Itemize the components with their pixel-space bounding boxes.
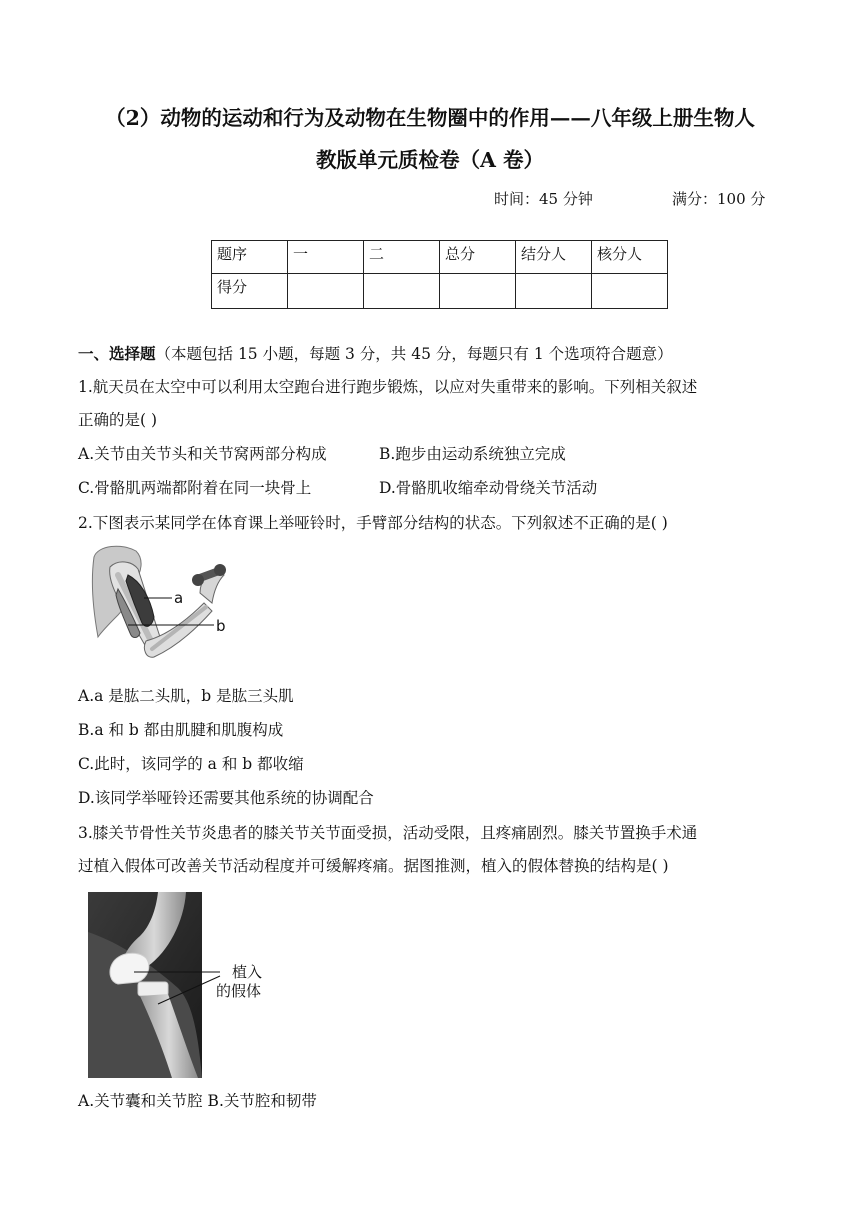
q3-options-ab: A.关节囊和关节腔 B.关节腔和韧带 [78, 1092, 317, 1110]
score-cell[interactable] [592, 274, 668, 309]
q3-stem-line-1: 3.膝关节骨性关节炎患者的膝关节关节面受损，活动受限，且疼痛剧烈。膝关节置换手术通 [78, 824, 698, 842]
score-table-header: 一 [288, 241, 364, 274]
knee-xray-figure [88, 892, 273, 1078]
q1-option-a: A.关节由关节头和关节窝两部分构成 [78, 445, 327, 463]
score-cell[interactable] [288, 274, 364, 309]
q1-option-d: D.骨骼肌收缩牵动骨绕关节活动 [379, 479, 598, 497]
score-table-header: 结分人 [516, 241, 592, 274]
section-heading [78, 343, 673, 365]
score-table [211, 240, 668, 309]
score-table-header: 总分 [440, 241, 516, 274]
figure-label-implant-2: 的假体 [216, 982, 262, 1000]
score-cell[interactable] [364, 274, 440, 309]
q2-stem: 2.下图表示某同学在体育课上举哑铃时，手臂部分结构的状态。下列叙述不正确的是( ) [78, 514, 668, 532]
page-title-line-2: 教版单元质检卷（A 卷） [315, 148, 545, 172]
q2-option-d: D.该同学举哑铃还需要其他系统的协调配合 [78, 789, 374, 807]
score-table-score-row [212, 274, 668, 309]
q3-stem-line-2: 过植入假体可改善关节活动程度并可缓解疼痛。据图推测，植入的假体替换的结构是( ) [78, 857, 669, 875]
page-title-line-1: （2）动物的运动和行为及动物在生物圈中的作用——八年级上册生物人 [105, 106, 755, 130]
score-table-header: 题序 [212, 241, 288, 274]
score-table-header: 核分人 [592, 241, 668, 274]
q1-option-b: B.跑步由运动系统独立完成 [379, 445, 566, 463]
q1-stem-line-1: 1.航天员在太空中可以利用太空跑台进行跑步锻炼，以应对失重带来的影响。下列相关叙述 [78, 378, 698, 396]
figure-label-implant-1: 植入 [232, 963, 263, 981]
q2-option-c: C.此时，该同学的 a 和 b 都收缩 [78, 755, 304, 773]
score-cell[interactable] [440, 274, 516, 309]
full-score: 满分：100 分 [672, 190, 766, 208]
arm-muscle-figure [88, 545, 248, 670]
exam-time: 时间：45 分钟 [494, 190, 593, 208]
score-row-label: 得分 [212, 274, 288, 309]
q1-stem-line-2: 正确的是( ) [78, 411, 158, 429]
section-note: （本题包括 15 小题，每题 3 分，共 45 分，每题只有 1 个选项符合题意） [155, 345, 673, 363]
figure-label-a: a [174, 589, 184, 607]
score-table-header: 二 [364, 241, 440, 274]
q2-option-a: A.a 是肱二头肌，b 是肱三头肌 [78, 687, 294, 705]
section-title: 一、选择题 [78, 344, 156, 363]
score-cell[interactable] [516, 274, 592, 309]
q1-option-c: C.骨骼肌两端都附着在同一块骨上 [78, 479, 312, 497]
score-table-header-row [212, 241, 668, 274]
q2-option-b: B.a 和 b 都由肌腱和肌腹构成 [78, 721, 284, 739]
figure-label-b: b [216, 617, 226, 635]
